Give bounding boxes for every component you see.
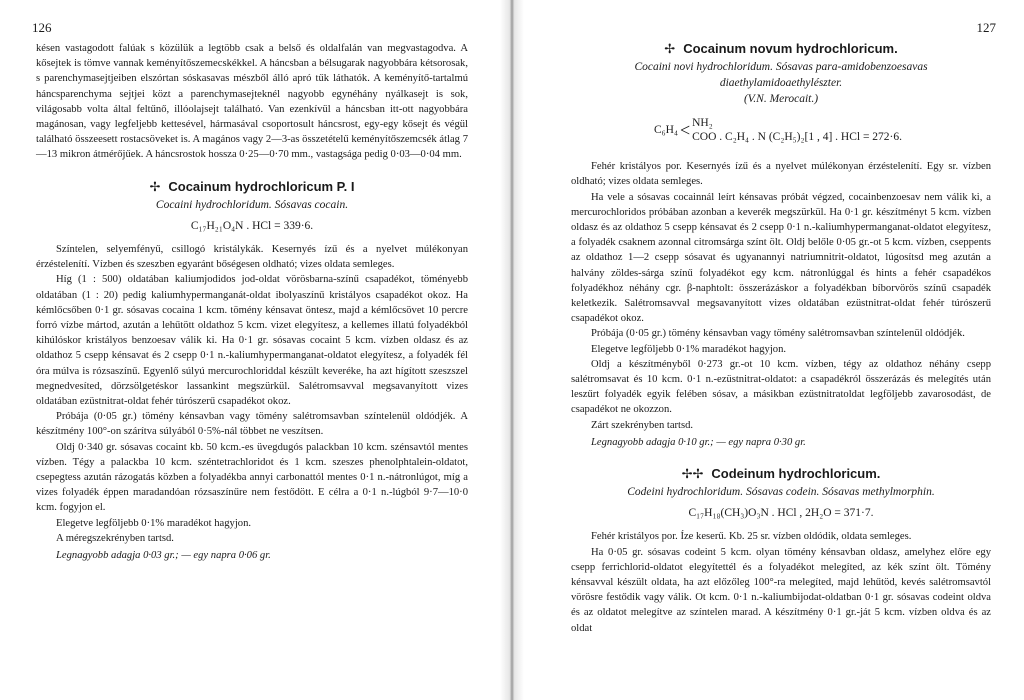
paragraph: Zárt szekrényben tartsd. (591, 419, 694, 431)
cross-icon: ✢ (664, 41, 676, 56)
paragraph: Fehér kristályos por. Íze keserű. Kb. 25 sr. vízben oldódik, oldata semleges. (591, 531, 912, 543)
paragraph: késen vastagodott falúak s közülük a legtöbb csak a belső és oldalfalán van megvastagodva. A kősejtek is tömve vannak keményítőszemecskékkel. A háncsban a bélsugarak nagyobbára kétsorosak, s parenchymasejtjeiben elszórtan sóskasavas mészből álló apró tűk láthatók. A keményítő-tartalmú háncsparenchyma sejtjei közt a parenchymasejteknél nagyobb egynéhány nyálkasejt is sok, világosabb volta által feltűnő, illóolajsejt található. Van ezenkívül a háncsban itt-ott nagyobbára magánosan, vagy legfeljebb kettesével, hármasával csoportosult háncsrost, egy-egy kősejt és végül található összeesett rostacsöveket is. A magános vagy 2—3-as összetételű keményítőszemcsék átlag 7—13 mikron átmérőjűek. A háncsrostok hossza 0·25—0·70 mm., vastagsága pedig 0·03—0·04 mm. (36, 43, 468, 161)
heading-text: Cocainum novum hydrochloricum. (683, 41, 898, 56)
section-subtitle: Cocaini novi hydrochloridum. Sósavas para-amidobenzoesavas (634, 61, 928, 74)
section-heading (571, 41, 991, 56)
paragraph: Híg (1 : 500) oldatában kaliumjodidos jod-oldat vörösbarna-színű csapadékot, töményebb oldatában (1 : 20) pedig kaliumhypermanganát-oldat ibolyaszínű kristályos csapadékot okoz. Ha kémlőcsőben 0·1 gr. sósavas cocaina 1 kcm. tömény kénsavat öntesz, majd a kémlőcsövet 10 percre forró vízbe mártod, azután a lehűtött oldathoz 5 kcm. vizet elegyítesz, a kellemes illatú folyadékból kihúlóskor kristályos benzoesav válik ki. Ha 0·1 gr. sósavas cocaint 5 kcm. vízben oldasz és az oldathoz 5 csepp kénsavat és 2 csepp 0·1 n.-kaliumhypermanganat-oldatot elegyítesz, a folyadék fél óra múlva is rózsaszínű. Egyenlő súlyú mercurochloriddal készült keveréke, ha azt hígított szeszszel megnedvesíted, dörzsölgetéskor lassankint megszürkül. Salétromsavval megsavanyított vizes oldatában ezüstnitrat-oldat fehér túrószerű csapadékot okoz. (36, 274, 468, 408)
paragraph: Elegetve legföljebb 0·1% maradékot hagyjon. (56, 517, 252, 529)
paragraph: A méregszekrényben tartsd. (56, 532, 174, 544)
dosage-note: Legnagyobb adagja 0·10 gr.; — egy napra 0·30 gr. (591, 436, 806, 448)
chemical-formula: C₁₇H₁₈(CH₃)O₃N . HCl , 2H₂O = 371·7. (688, 507, 874, 520)
paragraph: Próbája (0·05 gr.) tömény kénsavban vagy tömény salétromsavban színtelenül oldódjék. A készítmény 100°-on szárítva súlyából 0·5%-nál többet ne veszítsen. (36, 411, 468, 438)
page-number: 126 (32, 20, 52, 35)
section-subtitle: diaethylamidoaethylészter. (719, 77, 843, 90)
chemical-formula: C₁₇H₂₁O₄N . HCl = 339·6. (190, 219, 314, 232)
section-subtitle: Cocaini hydrochloridum. Sósavas cocain. (155, 198, 349, 211)
cross-icon: ✢✢ (681, 466, 704, 482)
heading-text: Codeinum hydrochloricum. (711, 466, 881, 482)
cross-icon: ✢ (149, 178, 161, 194)
paragraph: Oldj 0·340 gr. sósavas cocaint kb. 50 kcm.-es üvegdugós palackban 10 kcm. szénsavtól mentes vízben. Tégy a palackba 10 kcm. széntetrachloridot és 1 kcm. szeszes phenolphtalein-oldatot, csepegtess azután rázogatás közben a folyadékba annyi carbonattól mentes 0·1 n.-nátronlúgot, míg a vizes folyadék éppen maradandóan rózsaszínűre nem festődött. E célra a 0·1 n.-lúgból 9·7—10·0 kcm. fogyjon el. (36, 441, 468, 514)
paragraph: Színtelen, selyemfényű, csillogó kristálykák. Kesernyés ízű és a nyelvet múlékonyan érzéstelenítí. Vízben és szeszben egyaránt bőségesen oldható; vizes oldata semleges. (36, 244, 468, 271)
section-heading (571, 466, 991, 481)
paragraph: Oldj a készítményből 0·273 gr.-ot 10 kcm. vízben, tégy az oldathoz néhány csepp salétromsavat és 10 kcm. 0·1 n.-ezüstnitrat-oldatot: a csapadékról összerázás és melegítés után leszűrt folyadék egyik felében sósav, a másikban ezüstnitratoldat legföljebb zavarosodást, de csapadékot ne okozzon. (571, 358, 991, 416)
left-page-body (36, 41, 468, 563)
page-number: 127 (976, 20, 996, 35)
left-page (0, 0, 508, 700)
paragraph: Ha vele a sósavas cocainnál leírt kénsavas próbát végzed, cocainbenzoesav nem válik ki, a mercurochloridos próbában azonban a keverék megszürkül. Ha 0·1 gr. készítményt 5 kcm. vízben oldasz és az oldathoz 5 csepp kénsavat és 2 csepp 0·1 n.-kaliumhypermanganat-oldatot elegyítesz, a folyadék csaknem azonnal citromsárga színt ölt. Oldj belőle 0·05 gr.-ot 5 kcm. vízben, cseppents az oldathoz 1—2 csepp sósavat és ugyanannyi natriumnitrit-oldatot, lúgosítsd meg azután a halvány zöldes-sárga színű folyadékot egy kcm. nátronlúggal és hints a fehér csapadékos folyadékhoz néhány cgr. β-naphtolt: összerázáskor a folyadékban bíborvörös színű csapadék keletkezik. Salétromsavval megsavanyított vizes oldatában ezüstnitrat-oldat fehér túrószerű csapadékot okoz. (571, 191, 991, 325)
formula-left: C₆H₄ (653, 123, 678, 136)
paragraph: Ha 0·05 gr. sósavas codeint 5 kcm. olyan tömény kénsavban oldasz, amelyhez előre egy csepp ferrichlorid-oldatot elegyítettél és a folyadékot melegíted, az kék színt ölt. Tömény kénsavval készült oldata, ha azt előzőleg 100°-ra melegíted, majd lehűtöd, kevés salétromsavtól vörösre festődik vagy válik. Ot kcm. 0·1 n.-kaliumbijodat-oldatban 0·1 gr. sósavas codeint oldva és az oldatot melegítve az színtelen marad. A készítmény 0·1 gr.-ját 5 kcm. vízben oldva és az oldat (571, 546, 991, 634)
right-page-body (571, 41, 991, 636)
section-subtitle: (V.N. Merocait.) (743, 93, 819, 106)
right-page (516, 0, 1024, 700)
paragraph: Elegetve legföljebb 0·1% maradékot hagyjon. (591, 343, 787, 355)
heading-text: Cocainum hydrochloricum P. I (168, 178, 355, 194)
formula-bottom: COO . C₂H₄ . N (C₂H₅)₂[1 , 4] . HCl = 272·6. (692, 131, 903, 144)
section-subtitle: Codeini hydrochloridum. Sósavas codein. Sósavas methylmorphin. (627, 486, 935, 499)
paragraph: Fehér kristályos por. Kesernyés ízű és a nyelvet múlékonyan érzéstelenítí. Egy sr. vízben oldható; vizes oldata semleges. (571, 161, 991, 188)
formula-top: NH₂ (692, 117, 713, 130)
chemical-formula: C₆H₄ < NH₂ COO . C₂H₄ . N (C₂H₅)₂[1 , 4] . HCl = 272·6. (653, 117, 903, 144)
dosage-note: Legnagyobb adagja 0·03 gr.; — egy napra 0·06 gr. (56, 550, 271, 562)
section-heading (36, 179, 468, 194)
paragraph: Próbája (0·05 gr.) tömény kénsavban vagy tömény salétromsavban színtelenül oldódjék. (591, 328, 965, 340)
